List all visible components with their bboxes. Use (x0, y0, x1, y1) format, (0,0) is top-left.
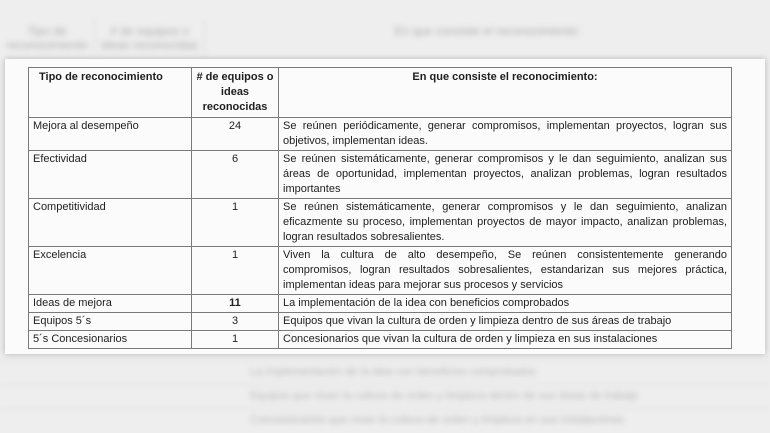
cell-description: Viven la cultura de alto desempeño, Se reúnen consistentemente generando compromisos, logran resultados sobresalientes, estandarizan sus mejores práctica, implementan ideas para mejorar sus procesos y servicios (279, 247, 732, 295)
header-description: En que consiste el reconocimiento: (279, 68, 732, 118)
bg-row: Concesionarios que vivan la cultura de orden y limpieza en sus instalaciones (0, 408, 770, 433)
bg-header-description: En que consiste el reconocimiento: (394, 24, 581, 38)
cell-type: 5´s Concesionarios (29, 331, 192, 349)
bg-header-type: Tipo de reconocimiento (0, 18, 95, 54)
cell-description: Equipos que vivan la cultura de orden y limpieza dentro de sus áreas de trabajo (279, 313, 732, 331)
cell-description: Se reúnen sistemáticamente, generar compromisos y le dan seguimiento, analizan sus áreas de oportunidad, implementan proyectos, analizan problemas, logran resultados importantes (279, 151, 732, 199)
document-page (5, 59, 765, 354)
table-row (29, 295, 732, 313)
bg-row: La implementación de la idea con beneficios comprobados (0, 360, 770, 385)
cell-count: 3 (192, 313, 279, 331)
cell-type: Ideas de mejora (29, 295, 192, 313)
table-row (29, 247, 732, 295)
cell-count: 24 (192, 118, 279, 151)
cell-description: Concesionarios que vivan la cultura de orden y limpieza en sus instalaciones (279, 331, 732, 349)
cell-type: Excelencia (29, 247, 192, 295)
table-row (29, 118, 732, 151)
cell-count: 11 (192, 295, 279, 313)
cell-description: La implementación de la idea con beneficios comprobados (279, 295, 732, 313)
table-row (29, 151, 732, 199)
bg-row: Equipos que vivan la cultura de orden y limpieza dentro de sus áreas de trabajo (0, 384, 770, 409)
cell-description: Se reúnen sistemáticamente, generar compromisos y le dan seguimiento, analizan eficazmente su proceso, implementan proyectos de mayor impacto, analizan problemas, logran resultados sobresalientes. (279, 199, 732, 247)
cell-count: 1 (192, 331, 279, 349)
table-row (29, 331, 732, 349)
table-header-row (29, 68, 732, 118)
cell-type: Efectividad (29, 151, 192, 199)
cell-count: 1 (192, 199, 279, 247)
cell-type: Competitividad (29, 199, 192, 247)
cell-count: 6 (192, 151, 279, 199)
table-row (29, 199, 732, 247)
header-type: Tipo de reconocimiento (29, 68, 192, 118)
cell-description: Se reúnen periódicamente, generar compromisos, implementan proyectos, logran sus objetivos, implementan ideas. (279, 118, 732, 151)
cell-type: Equipos 5´s (29, 313, 192, 331)
table-row (29, 313, 732, 331)
cell-count: 1 (192, 247, 279, 295)
recognition-table (28, 67, 732, 349)
header-count: # de equipos o ideas reconocidas (192, 68, 279, 118)
cell-type: Mejora al desempeño (29, 118, 192, 151)
bg-header-count: # de equipos o ideas reconocidas (95, 18, 205, 54)
